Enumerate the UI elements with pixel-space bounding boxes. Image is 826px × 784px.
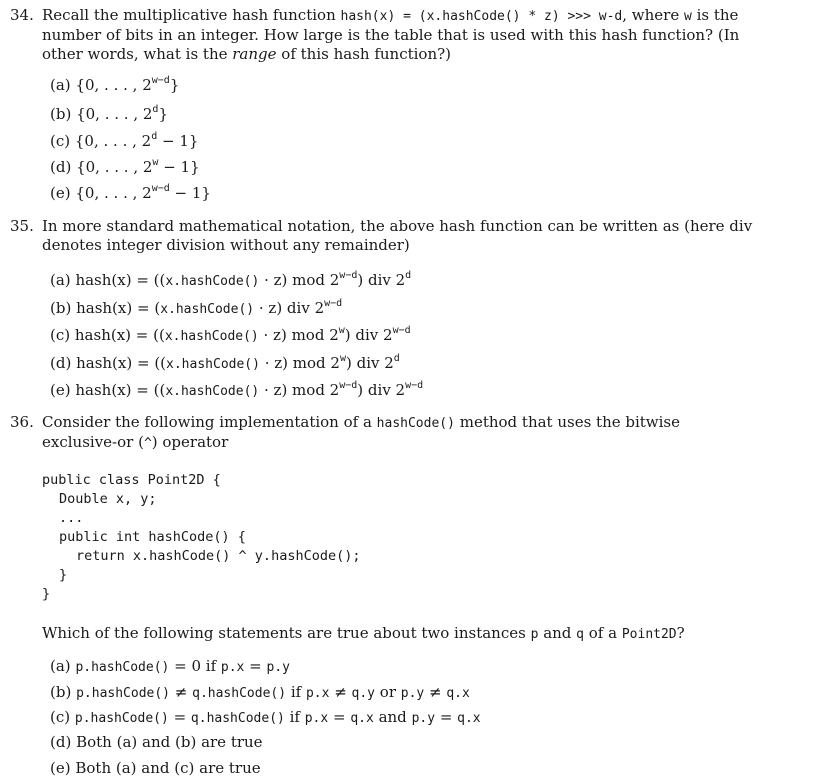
option-label: (d) xyxy=(50,158,72,176)
q36-option-e xyxy=(50,758,261,778)
opt-code: p.x xyxy=(304,711,329,726)
opt-code: p.y xyxy=(266,660,290,675)
q36-option-a xyxy=(50,656,290,678)
q35-option-c xyxy=(50,325,411,347)
opt-text: and xyxy=(373,708,412,726)
q36-text xyxy=(42,413,754,453)
prompt-a: Which of the following statements are true about two instances xyxy=(42,624,531,642)
q34-w: w xyxy=(684,9,692,24)
option-pre: hash(x) = ( xyxy=(76,299,161,317)
option-pre: hash(x) = (( xyxy=(75,271,166,289)
opt-text: = 0 if xyxy=(169,657,221,675)
option-label: (a) xyxy=(50,271,71,289)
q36-option-c xyxy=(50,707,481,729)
option-label: (c) xyxy=(50,132,71,150)
option-sup1: w−d xyxy=(339,380,358,391)
opt-text: ≠ xyxy=(170,683,193,701)
option-label: (b) xyxy=(50,105,72,123)
q36-number: 36. xyxy=(10,413,34,431)
code-line-ellipsis: ... xyxy=(59,510,84,526)
option-mid: · z) div 2 xyxy=(254,299,325,317)
option-label: (a) xyxy=(50,657,71,675)
option-code: x.hashCode() xyxy=(165,384,260,399)
code-line-class: public class Point2D { xyxy=(42,472,221,488)
prompt-class: Point2D xyxy=(621,627,677,642)
option-mid2: ) div 2 xyxy=(345,354,394,372)
option-label: (b) xyxy=(50,299,72,317)
option-post: − 1} xyxy=(157,132,199,150)
q34-hash-expression: hash(x) = (x.hashCode() * z) >>> w-d xyxy=(340,9,623,24)
option-mid2: ) div 2 xyxy=(344,326,393,344)
option-mid: · z) mod 2 xyxy=(259,354,340,372)
q34-option-c xyxy=(50,131,198,151)
option-label: (d) xyxy=(50,733,72,751)
option-sup2: d xyxy=(393,353,400,364)
q34-option-e xyxy=(50,183,211,203)
q36-text-c: ) operator xyxy=(151,433,229,451)
option-mid2: ) div 2 xyxy=(357,271,406,289)
code-line-return: return x.hashCode() ^ y.hashCode(); xyxy=(76,548,361,564)
option-code: x.hashCode() xyxy=(165,274,260,289)
q36-option-b xyxy=(50,682,470,704)
opt-text: ≠ xyxy=(424,683,447,701)
q36-text-b: method that uses the bitwise exclusive-or ( xyxy=(42,413,681,451)
opt-code: q.x xyxy=(350,711,374,726)
option-pre: {0, . . . , 2 xyxy=(76,105,153,123)
q34-option-a xyxy=(50,75,179,95)
option-sup1: w xyxy=(338,325,345,336)
option-sup: w−d xyxy=(151,75,170,86)
q34-emph: range xyxy=(232,45,277,63)
prompt-b: and xyxy=(538,624,577,642)
option-pre: {0, . . . , 2 xyxy=(75,184,152,202)
q34-text xyxy=(42,6,754,64)
q34-option-d xyxy=(50,157,200,177)
option-sup: d xyxy=(152,104,159,115)
option-sup1: w xyxy=(339,353,346,364)
q34-number: 34. xyxy=(10,6,34,24)
q35-option-a xyxy=(50,270,411,292)
option-pre: {0, . . . , 2 xyxy=(75,76,152,94)
option-post: − 1} xyxy=(158,158,200,176)
opt-code: p.y xyxy=(411,711,436,726)
option-post: − 1} xyxy=(169,184,211,202)
opt-code: p.hashCode() xyxy=(75,660,170,675)
q35-text: In more standard mathematical notation, the above hash function can be written as (here div denotes integer division without any remainder) xyxy=(42,217,753,254)
option-pre: hash(x) = (( xyxy=(74,326,165,344)
option-post: } xyxy=(158,105,168,123)
option-post: } xyxy=(169,76,180,94)
option-label: (b) xyxy=(50,683,72,701)
option-label: (e) xyxy=(50,759,71,777)
opt-code: q.x xyxy=(446,686,470,701)
option-code: x.hashCode() xyxy=(160,302,255,317)
option-code: x.hashCode() xyxy=(166,357,260,372)
opt-code: q.hashCode() xyxy=(190,711,285,726)
q34-text-d: of this hash function?) xyxy=(276,45,452,63)
opt-code: p.hashCode() xyxy=(74,711,169,726)
opt-text: if xyxy=(286,683,306,701)
q36-option-d xyxy=(50,732,263,752)
option-sup2: w−d xyxy=(405,380,424,391)
option-label: (a) xyxy=(50,76,71,94)
opt-code: q.y xyxy=(351,686,376,701)
opt-text: or xyxy=(375,683,401,701)
option-label: (e) xyxy=(50,381,71,399)
q35-option-e xyxy=(50,380,423,402)
code-line-close-class: } xyxy=(42,586,51,602)
opt-text: = xyxy=(168,708,191,726)
option-pre: {0, . . . , 2 xyxy=(74,132,152,150)
prompt-d: ? xyxy=(676,624,685,642)
opt-text: ≠ xyxy=(329,683,352,701)
opt-text: = xyxy=(328,708,351,726)
option-sup: w xyxy=(152,157,159,168)
q35-option-b xyxy=(50,298,342,320)
q35-number: 35. xyxy=(10,217,34,235)
option-sup2: w−d xyxy=(392,325,411,336)
code-line-method: public int hashCode() { xyxy=(59,529,246,545)
option-mid: · z) mod 2 xyxy=(259,381,340,399)
q34-text-c: is the number of bits in an integer. How large is the table that is used with this hash function? (In other words, what is the xyxy=(42,6,740,63)
prompt-p: p xyxy=(530,627,539,642)
option-label: (e) xyxy=(50,184,71,202)
opt-code: p.x xyxy=(220,660,245,675)
q35-option-d xyxy=(50,353,400,375)
q34-option-b xyxy=(50,104,168,124)
option-mid: · z) mod 2 xyxy=(259,271,340,289)
option-sup2: d xyxy=(405,270,412,281)
q34-text-a: Recall the multiplicative hash function xyxy=(42,6,341,24)
option-mid2: ) div 2 xyxy=(357,381,406,399)
option-sup: w−d xyxy=(151,183,170,194)
opt-code: q.x xyxy=(457,711,481,726)
q36-prompt xyxy=(42,624,754,644)
option-label: (d) xyxy=(50,354,72,372)
q36-xor-symbol: ^ xyxy=(143,436,152,451)
option-code: x.hashCode() xyxy=(164,329,259,344)
q36-hashcode-method: hashCode() xyxy=(376,416,455,431)
q36-text-a: Consider the following implementation of a xyxy=(42,413,377,431)
opt-text: if xyxy=(284,708,305,726)
option-mid: · z) mod 2 xyxy=(258,326,339,344)
code-line-fields: Double x, y; xyxy=(59,491,157,507)
q34-text-b: , where xyxy=(622,6,684,24)
option-label: (c) xyxy=(50,708,71,726)
opt-text: = xyxy=(244,657,267,675)
option-pre: hash(x) = (( xyxy=(75,381,166,399)
option-sup1: w−d xyxy=(339,270,358,281)
option-text: Both (a) and (c) are true xyxy=(75,759,261,777)
opt-code: p.x xyxy=(305,686,330,701)
opt-code: q.hashCode() xyxy=(192,686,287,701)
prompt-q: q xyxy=(576,627,584,642)
option-pre: hash(x) = (( xyxy=(76,354,167,372)
opt-code: p.hashCode() xyxy=(76,686,171,701)
opt-text: = xyxy=(435,708,458,726)
opt-code: p.y xyxy=(400,686,425,701)
option-text: Both (a) and (b) are true xyxy=(76,733,263,751)
prompt-c: of a xyxy=(584,624,622,642)
option-sup: d xyxy=(151,131,158,142)
option-label: (c) xyxy=(50,326,71,344)
option-pre: {0, . . . , 2 xyxy=(76,158,153,176)
code-line-close-method: } xyxy=(59,567,68,583)
option-sup1: w−d xyxy=(324,298,343,309)
